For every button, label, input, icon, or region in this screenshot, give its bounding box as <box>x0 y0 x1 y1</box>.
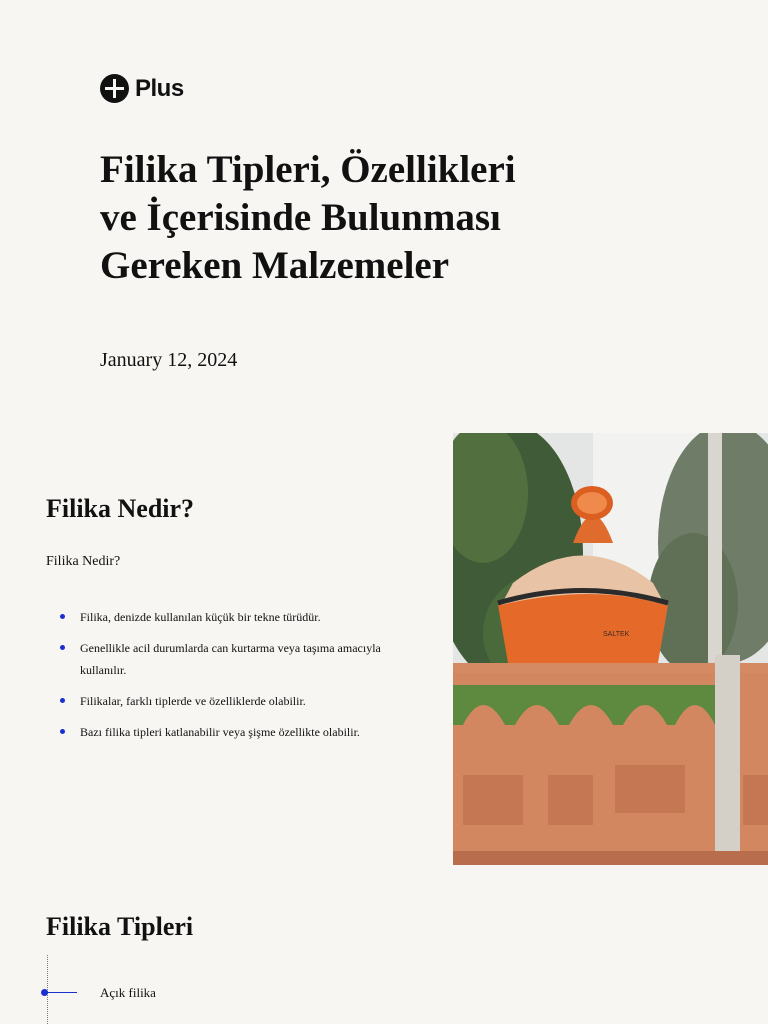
svg-text:SALTEK: SALTEK <box>603 631 630 638</box>
plus-logo-icon <box>100 74 129 103</box>
section-heading-filika-tipleri: Filika Tipleri <box>46 912 194 941</box>
bullet-list <box>58 606 388 752</box>
section-subheading: Filika Nedir? <box>46 554 121 569</box>
timeline-connector <box>47 992 77 993</box>
timeline-item-label: Açık filika <box>100 985 156 1000</box>
publish-date: January 12, 2024 <box>100 349 238 371</box>
lifeboat-photo <box>453 433 768 865</box>
bullet-dot-icon <box>60 729 65 734</box>
bullet-dot-icon <box>60 698 65 703</box>
list-item-text: Genellikle acil durumlarda can kurtarma veya taşıma amacıyla kullanılır. <box>80 641 381 677</box>
list-item <box>58 721 388 743</box>
list-item <box>58 606 388 628</box>
article-title: Filika Tipleri, Özellikleri ve İçerisinde Bulunması Gereken Malzemeler <box>100 148 516 287</box>
list-item <box>58 637 388 681</box>
section-heading-filika-nedir: Filika Nedir? <box>46 494 195 523</box>
brand-name: Plus <box>135 74 184 102</box>
list-item-text: Filikalar, farklı tiplerde ve özelliklerde olabilir. <box>80 694 306 708</box>
bullet-dot-icon <box>60 614 65 619</box>
brand-logo[interactable] <box>100 74 184 103</box>
list-item <box>58 690 388 712</box>
list-item-text: Filika, denizde kullanılan küçük bir tekne türüdür. <box>80 610 321 624</box>
bullet-dot-icon <box>60 645 65 650</box>
list-item-text: Bazı filika tipleri katlanabilir veya şişme özellikte olabilir. <box>80 725 360 739</box>
